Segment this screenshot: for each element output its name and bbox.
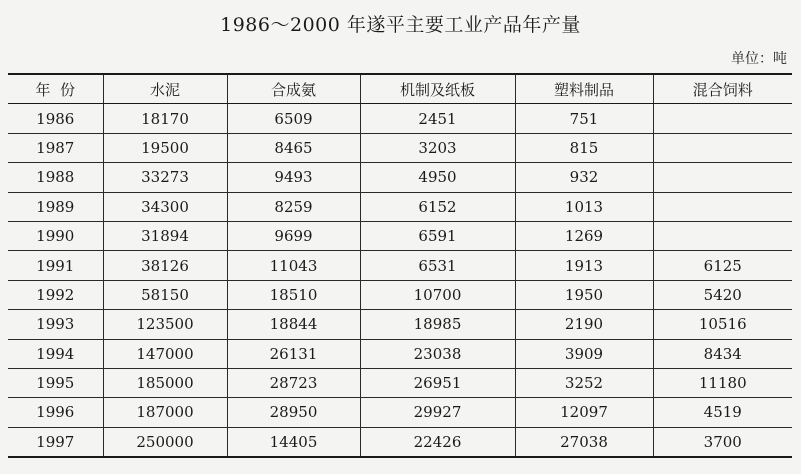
cell-cement: 187000 <box>103 398 227 427</box>
cell-paper: 22426 <box>360 427 515 457</box>
table-row <box>8 398 792 427</box>
cell-feed <box>653 192 792 221</box>
column-header-ammonia: 合成氨 <box>227 74 360 104</box>
cell-ammonia: 26131 <box>227 339 360 368</box>
cell-paper: 2451 <box>360 104 515 133</box>
cell-feed: 6125 <box>653 251 792 280</box>
cell-ammonia: 6509 <box>227 104 360 133</box>
cell-cement: 38126 <box>103 251 227 280</box>
cell-year: 1995 <box>8 368 103 397</box>
cell-year: 1992 <box>8 280 103 309</box>
table-row <box>8 133 792 162</box>
cell-ammonia: 18844 <box>227 310 360 339</box>
cell-plastics: 1950 <box>515 280 653 309</box>
cell-year: 1987 <box>8 133 103 162</box>
cell-cement: 33273 <box>103 163 227 192</box>
table-row <box>8 427 792 457</box>
column-header-year: 年 份 <box>8 74 103 104</box>
column-header-feed: 混合饲料 <box>653 74 792 104</box>
cell-year: 1989 <box>8 192 103 221</box>
cell-feed <box>653 133 792 162</box>
cell-paper: 4950 <box>360 163 515 192</box>
cell-year: 1990 <box>8 221 103 250</box>
table-row <box>8 192 792 221</box>
cell-ammonia: 11043 <box>227 251 360 280</box>
cell-feed: 3700 <box>653 427 792 457</box>
cell-ammonia: 8465 <box>227 133 360 162</box>
header-row <box>8 74 792 104</box>
cell-cement: 18170 <box>103 104 227 133</box>
cell-year: 1994 <box>8 339 103 368</box>
cell-paper: 3203 <box>360 133 515 162</box>
table-row <box>8 221 792 250</box>
cell-plastics: 27038 <box>515 427 653 457</box>
cell-year: 1997 <box>8 427 103 457</box>
table-row <box>8 339 792 368</box>
cell-ammonia: 28723 <box>227 368 360 397</box>
cell-paper: 6152 <box>360 192 515 221</box>
cell-paper: 18985 <box>360 310 515 339</box>
table-row <box>8 104 792 133</box>
cell-cement: 147000 <box>103 339 227 368</box>
table-row <box>8 163 792 192</box>
column-header-plastics: 塑料制品 <box>515 74 653 104</box>
cell-feed: 10516 <box>653 310 792 339</box>
cell-feed: 11180 <box>653 368 792 397</box>
cell-paper: 26951 <box>360 368 515 397</box>
unit-label: 单位：吨 <box>731 51 787 67</box>
cell-cement: 58150 <box>103 280 227 309</box>
column-header-paper: 机制及纸板 <box>360 74 515 104</box>
cell-feed <box>653 104 792 133</box>
cell-paper: 29927 <box>360 398 515 427</box>
cell-year: 1993 <box>8 310 103 339</box>
cell-feed: 8434 <box>653 339 792 368</box>
cell-plastics: 1913 <box>515 251 653 280</box>
cell-ammonia: 9699 <box>227 221 360 250</box>
cell-paper: 23038 <box>360 339 515 368</box>
table-row <box>8 310 792 339</box>
cell-cement: 185000 <box>103 368 227 397</box>
cell-cement: 19500 <box>103 133 227 162</box>
cell-paper: 10700 <box>360 280 515 309</box>
cell-year: 1991 <box>8 251 103 280</box>
cell-ammonia: 8259 <box>227 192 360 221</box>
cell-ammonia: 18510 <box>227 280 360 309</box>
table-row <box>8 368 792 397</box>
cell-feed <box>653 221 792 250</box>
cell-paper: 6531 <box>360 251 515 280</box>
cell-plastics: 2190 <box>515 310 653 339</box>
table-body <box>8 104 792 457</box>
cell-plastics: 3909 <box>515 339 653 368</box>
cell-cement: 31894 <box>103 221 227 250</box>
cell-year: 1988 <box>8 163 103 192</box>
cell-plastics: 751 <box>515 104 653 133</box>
cell-paper: 6591 <box>360 221 515 250</box>
cell-cement: 123500 <box>103 310 227 339</box>
cell-plastics: 1013 <box>515 192 653 221</box>
cell-year: 1996 <box>8 398 103 427</box>
cell-feed: 5420 <box>653 280 792 309</box>
table-row <box>8 280 792 309</box>
cell-plastics: 815 <box>515 133 653 162</box>
cell-plastics: 1269 <box>515 221 653 250</box>
cell-ammonia: 14405 <box>227 427 360 457</box>
column-header-cement: 水泥 <box>103 74 227 104</box>
cell-cement: 34300 <box>103 192 227 221</box>
cell-year: 1986 <box>8 104 103 133</box>
cell-ammonia: 9493 <box>227 163 360 192</box>
cell-plastics: 3252 <box>515 368 653 397</box>
page-title: 1986～2000 年遂平主要工业产品年产量 <box>220 14 581 36</box>
cell-plastics: 12097 <box>515 398 653 427</box>
table-row <box>8 251 792 280</box>
cell-feed: 4519 <box>653 398 792 427</box>
production-table <box>8 73 792 458</box>
cell-feed <box>653 163 792 192</box>
cell-plastics: 932 <box>515 163 653 192</box>
cell-ammonia: 28950 <box>227 398 360 427</box>
cell-cement: 250000 <box>103 427 227 457</box>
